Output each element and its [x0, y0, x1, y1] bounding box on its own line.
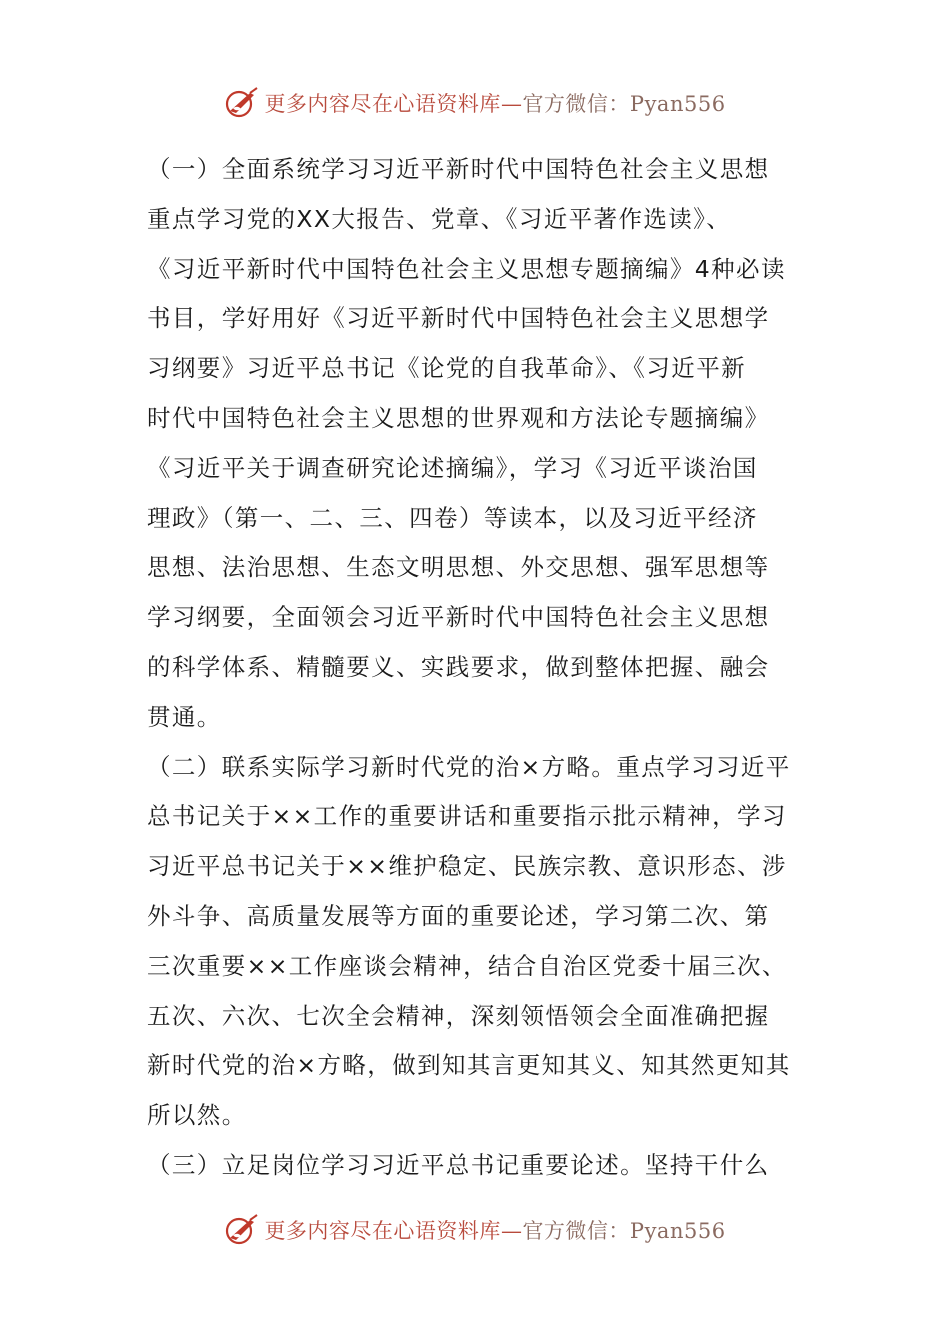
text-line: （三）立足岗位学习习近平总书记重要论述。坚持干什么: [147, 1150, 770, 1179]
text-line: 外斗争、高质量发展等方面的重要论述，学习第二次、第: [147, 901, 770, 930]
footer-banner: [0, 1210, 950, 1250]
document-body: [147, 145, 805, 1191]
footer-banner-text: 更多内容尽在心语资料库: [264, 1219, 501, 1243]
text-line: 思想、法治思想、生态文明思想、外交思想、强军思想等: [147, 553, 770, 582]
text-line: 新时代党的治×方略，做到知其言更知其义、知其然更知其: [147, 1051, 791, 1080]
text-line: 三次重要××工作座谈会精神，结合自治区党委十届三次、: [147, 951, 787, 980]
text-line: 贯通。: [147, 702, 222, 731]
paragraph-3: [147, 1141, 805, 1191]
text-line: 习纲要》习近平总书记《论党的自我革命》、《习近平新: [147, 354, 746, 383]
header-banner: [0, 83, 950, 123]
header-banner-text: 更多内容尽在心语资料库: [264, 92, 501, 116]
text-line: 所以然。: [147, 1101, 247, 1130]
footer-wechat-text: 官方微信：Pyan556: [522, 1219, 726, 1243]
text-line: 《习近平新时代中国特色社会主义思想专题摘编》4种必读: [147, 254, 786, 283]
text-line: 五次、六次、七次全会精神，深刻领悟领会全面准确把握: [147, 1001, 770, 1030]
text-line: 学习纲要，全面领会习近平新时代中国特色社会主义思想: [147, 603, 770, 632]
paragraph-1: [147, 145, 805, 743]
text-line: 《习近平关于调查研究论述摘编》，学习《习近平谈治国: [147, 453, 758, 482]
header-wechat-text: 官方微信：Pyan556: [522, 92, 726, 116]
text-line: 书目，学好用好《习近平新时代中国特色社会主义思想学: [147, 304, 770, 333]
text-line: 的科学体系、精髓要义、实践要求，做到整体把握、融会: [147, 652, 770, 681]
pen-logo-icon: [224, 85, 260, 121]
pen-logo-icon: [224, 1212, 260, 1248]
footer-banner-sep: —: [500, 1219, 523, 1243]
paragraph-2: [147, 743, 805, 1141]
text-line: 时代中国特色社会主义思想的世界观和方法论专题摘编》: [147, 403, 770, 432]
text-line: （二）联系实际学习新时代党的治×方略。重点学习习近平: [147, 752, 791, 781]
text-line: （一）全面系统学习习近平新时代中国特色社会主义思想: [147, 155, 770, 183]
text-line: 习近平总书记关于××维护稳定、民族宗教、意识形态、涉: [147, 852, 787, 881]
text-line: 重点学习党的XX大报告、党章、《习近平著作选读》、: [147, 204, 732, 233]
header-banner-sep: —: [500, 92, 523, 116]
text-line: 理政》（第一、二、三、四卷）等读本，以及习近平经济: [147, 503, 758, 532]
text-line: 总书记关于××工作的重要讲话和重要指示批示精神，学习: [147, 802, 787, 831]
